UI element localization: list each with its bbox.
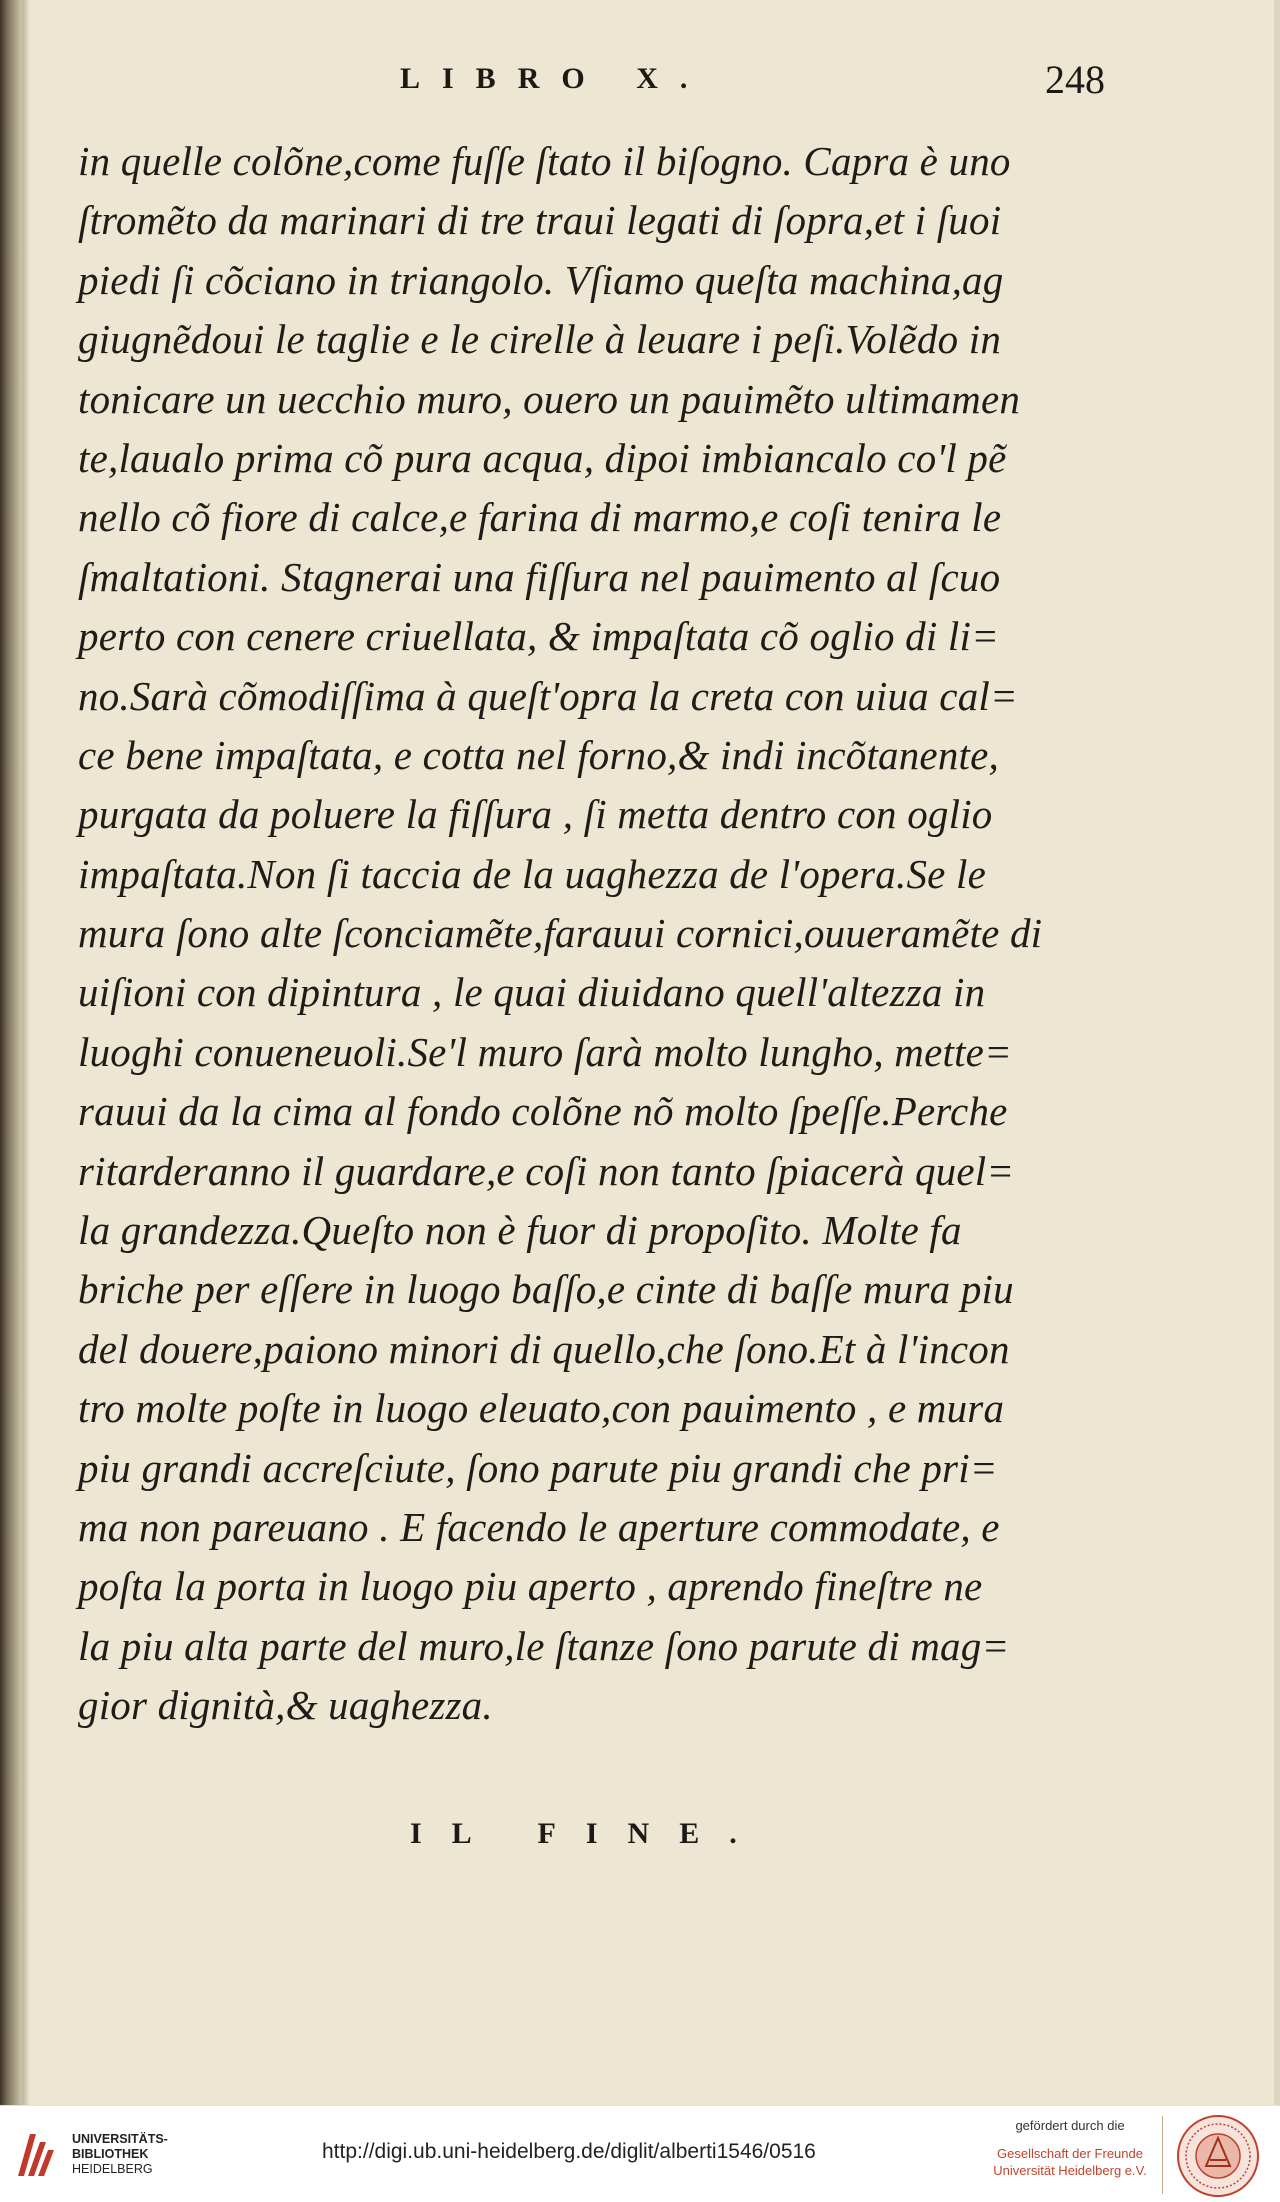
sponsor-name-line: Universität Heidelberg e.V.	[993, 2163, 1147, 2178]
page-number: 248	[1045, 57, 1105, 102]
running-head: LIBRO X.	[400, 62, 710, 95]
text-line: ma non pareuano . E facendo le aperture commodate, e	[78, 1503, 1000, 1550]
library-name-line: BIBLIOTHEK	[72, 2147, 149, 2161]
text-line: perto con cenere criuellata, & impaſtata cõ oglio di li=	[78, 613, 999, 660]
text-line: impaſtata.Non ſi taccia de la uaghezza de l'opera.Se le	[78, 850, 986, 897]
text-line: uiſioni con dipintura , le quai diuidano quell'altezza in	[78, 969, 986, 1016]
text-line: nello cõ fiore di calce,e farina di marmo,e coſi tenira le	[78, 494, 1002, 541]
library-name-line: UNIVERSITÄTS-	[72, 2132, 168, 2146]
footer-bar	[0, 2105, 1280, 2202]
text-line: no.Sarà cõmodiſſima à queſt'opra la creta con uiua cal=	[78, 672, 1018, 719]
library-logo-icon[interactable]	[14, 2128, 56, 2180]
body-text	[78, 132, 1103, 1736]
sponsor-block[interactable]	[990, 2118, 1150, 2179]
text-line: piu grandi accreſciute, ſono parute piu grandi che pri=	[78, 1444, 998, 1491]
text-line: giugnẽdoui le taglie e le cirelle à leuare i peſi.Volẽdo in	[78, 316, 1002, 363]
text-line: tonicare un uecchio muro, ouero un pauimẽto ultimamen	[78, 375, 1021, 422]
page-edge	[22, 0, 30, 2105]
text-line: purgata da poluere la fiſſura , ſi metta dentro con oglio	[78, 791, 993, 838]
divider	[1162, 2116, 1163, 2194]
text-line: del douere,paiono minori di quello,che ſono.Et à l'incon	[78, 1325, 1010, 1372]
text-line: la grandezza.Queſto non è fuor di propoſito. Molte fa	[78, 1207, 962, 1254]
text-line: in quelle colõne,come fuſſe ſtato il biſogno. Capra è uno	[78, 138, 1011, 184]
text-line: briche per eſſere in luogo baſſo,e cinte di baſſe mura piu	[78, 1266, 1014, 1313]
colophon: IL FINE.	[410, 1817, 767, 1850]
text-line: rauui da la cima al fondo colõne nõ molto ſpeſſe.Perche	[78, 1088, 1008, 1135]
permalink-url[interactable]: http://digi.ub.uni-heidelberg.de/diglit/alberti1546/0516	[322, 2140, 816, 2163]
text-line: la piu alta parte del muro,le ſtanze ſono parute di mag=	[78, 1622, 1010, 1669]
library-name[interactable]	[72, 2132, 168, 2177]
sponsor-name-line: Gesellschaft der Freunde	[997, 2146, 1143, 2161]
library-name-line: HEIDELBERG	[72, 2162, 153, 2176]
text-line: piedi ſi cõciano in triangolo. Vſiamo queſta machina,ag	[78, 256, 1004, 303]
university-seal-icon[interactable]	[1176, 2114, 1260, 2198]
text-line: tro molte poſte in luogo eleuato,con pauimento , e mura	[78, 1385, 1005, 1432]
text-line: ritarderanno il guardare,e coſi non tanto ſpiacerà quel=	[78, 1147, 1015, 1194]
page-right-edge	[1274, 0, 1280, 2105]
text-line: te,laualo prima cõ pura acqua, dipoi imbiancalo co'l pẽ	[78, 434, 1007, 481]
book-spine-shadow	[0, 0, 22, 2105]
text-line: ſmaltationi. Stagnerai una fiſſura nel pauimento al ſcuo	[78, 553, 1001, 600]
sponsor-intro: gefördert durch die	[1015, 2118, 1125, 2133]
text-line: mura ſono alte ſconciamẽte,farauui cornici,ouueramẽte di	[78, 910, 1043, 957]
text-line: luoghi conueneuoli.Se'l muro ſarà molto lungho, mette=	[78, 1028, 1012, 1075]
text-line: ce bene impaſtata, e cotta nel forno,& indi incõtanente,	[78, 731, 999, 778]
text-line: poſta la porta in luogo piu aperto , aprendo fineſtre ne	[78, 1563, 983, 1610]
text-line: ſtromẽto da marinari di tre traui legati di ſopra,et i ſuoi	[78, 197, 1002, 244]
text-line: gior dignità,& uaghezza.	[78, 1682, 493, 1729]
